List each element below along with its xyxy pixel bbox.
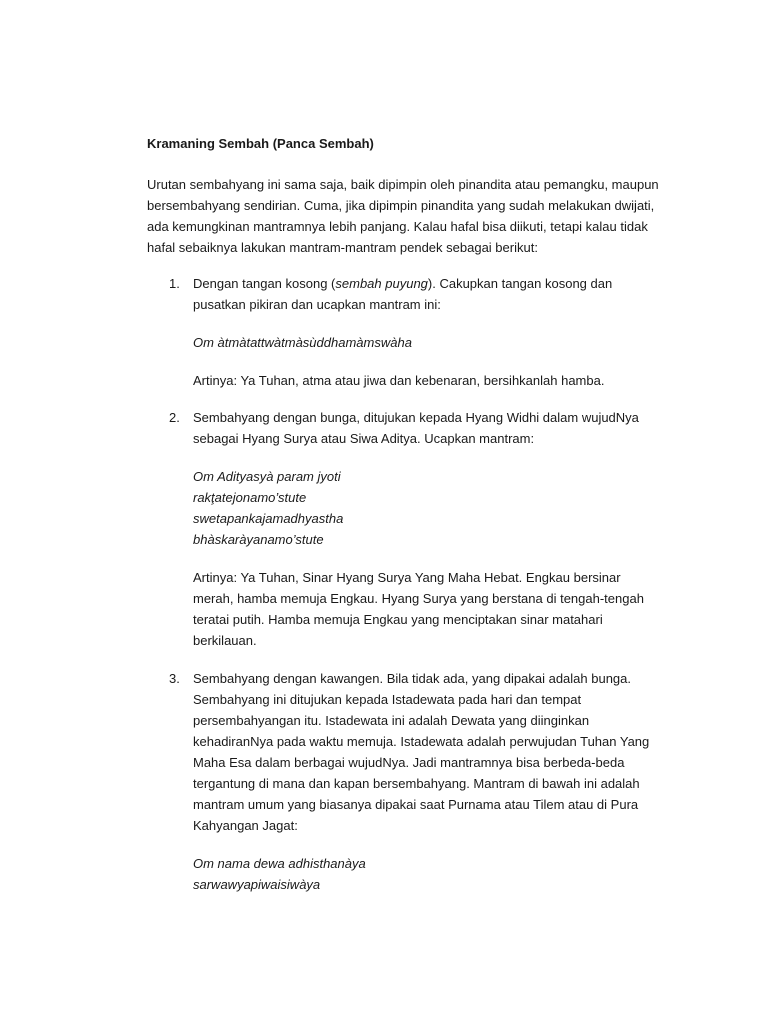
- item-description-line: mantram umum yang biasanya dipakai saat Purnama atau Tilem atau di Pura: [193, 797, 639, 812]
- intro-paragraph: [147, 174, 662, 258]
- intro-line: hafal sebaiknya lakukan mantram-mantram pendek sebagai berikut:: [147, 240, 538, 255]
- item-description-line: Kahyangan Jagat:: [193, 818, 298, 833]
- mantra-line: Om àtmàtattwàtmàsùddhamàmswàha: [193, 335, 412, 350]
- italic-term: sembah puyung: [335, 276, 428, 291]
- mantra-line: Om nama dewa adhisthanàya: [193, 856, 366, 871]
- mantra-line: swetapankajamadhyastha: [193, 511, 344, 526]
- mantra-line: sarwawyapiwaisiwàya: [193, 877, 321, 892]
- list-item-body: [193, 668, 663, 895]
- mantra-line: rakţatejonamo’stute: [193, 490, 307, 505]
- meaning-line: merah, hamba memuja Engkau. Hyang Surya yang berstana di tengah-tengah: [193, 591, 644, 606]
- list-item-body: [193, 273, 663, 391]
- list-number: 3.: [169, 671, 180, 686]
- list-item-body: [193, 407, 663, 651]
- item-description-line: kehadiranNya pada waktu memuja. Istadewata adalah perwujudan Tuhan Yang: [193, 734, 650, 749]
- item-description-line: pusatkan pikiran dan ucapkan mantram ini:: [193, 297, 441, 312]
- document-title: Kramaning Sembah (Panca Sembah): [147, 136, 374, 151]
- meaning-line: berkilauan.: [193, 633, 257, 648]
- item-description-line: persembahyangan itu. Istadewata ini adalah Dewata yang diinginkan: [193, 713, 590, 728]
- intro-line: ada kemungkinan mantramnya lebih panjang. Kalau hafal bisa diikuti, tetapi kalau tidak: [147, 219, 648, 234]
- meaning-line: Artinya: Ya Tuhan, Sinar Hyang Surya Yang Maha Hebat. Engkau bersinar: [193, 570, 621, 585]
- item-description-line: sebagai Hyang Surya atau Siwa Aditya. Ucapkan mantram:: [193, 431, 535, 446]
- intro-line: Urutan sembahyang ini sama saja, baik dipimpin oleh pinandita atau pemangku, maupun: [147, 177, 659, 192]
- mantra-line: bhàskaràyanamo’stute: [193, 532, 324, 547]
- list-number: 1.: [169, 276, 180, 291]
- item-description-line: Sembahyang ini ditujukan kepada Istadewata pada hari dan tempat: [193, 692, 582, 707]
- meaning-line: Artinya: Ya Tuhan, atma atau jiwa dan kebenaran, bersihkanlah hamba.: [193, 373, 605, 388]
- item-description-line: tergantung di mana dan kapan bersembahyang. Mantram di bawah ini adalah: [193, 776, 640, 791]
- intro-line: bersembahyang sendirian. Cuma, jika dipimpin pinandita yang sudah melakukan dwijati,: [147, 198, 655, 213]
- item-description-line: Sembahyang dengan kawangen. Bila tidak ada, yang dipakai adalah bunga.: [193, 671, 632, 686]
- mantra-line: Om Adityasyà param jyoti: [193, 469, 341, 484]
- item-description-line: Maha Esa dalam berbagai wujudNya. Jadi mantramnya bisa berbeda-beda: [193, 755, 625, 770]
- item-description-line: Dengan tangan kosong (sembah puyung). Cakupkan tangan kosong dan: [193, 276, 613, 291]
- item-description-line: Sembahyang dengan bunga, ditujukan kepada Hyang Widhi dalam wujudNya: [193, 410, 639, 425]
- list-number: 2.: [169, 410, 180, 425]
- meaning-line: teratai putih. Hamba memuja Engkau yang menciptakan sinar matahari: [193, 612, 603, 627]
